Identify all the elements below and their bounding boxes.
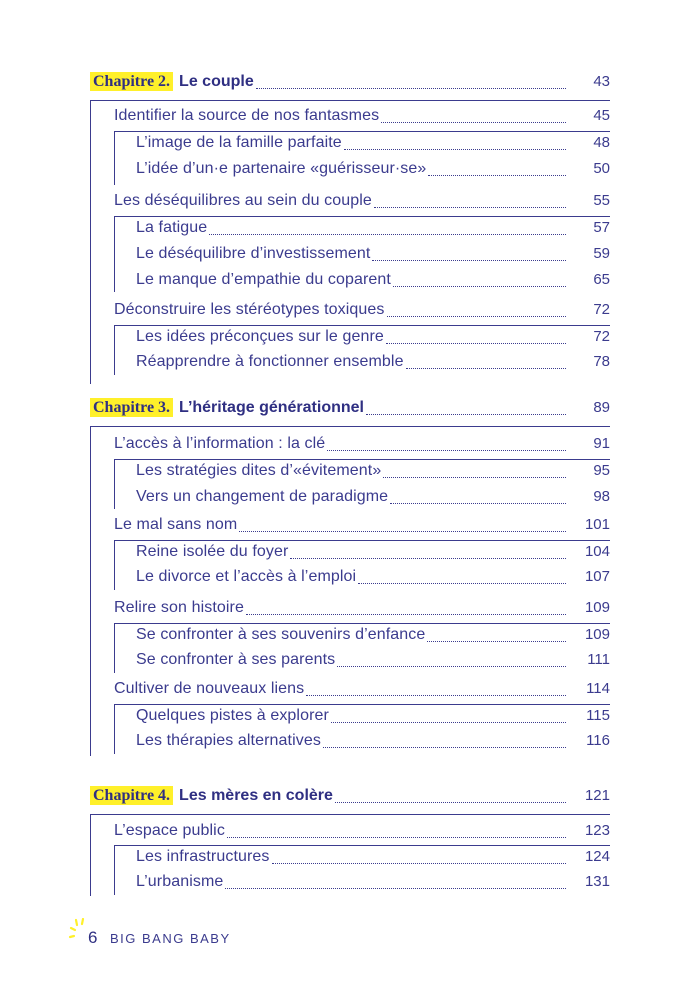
subsection-indent-line <box>114 704 115 754</box>
chapter-label: Chapitre 3. <box>90 398 173 417</box>
leader-dots <box>227 837 566 838</box>
page-number: 115 <box>586 707 610 724</box>
page-number: 78 <box>593 353 610 370</box>
subsection-title: Les idées préconçues sur le genre <box>136 328 384 345</box>
page-number: 65 <box>593 271 610 288</box>
page-footer <box>68 918 368 958</box>
page-number: 45 <box>593 107 610 124</box>
leader-dots <box>246 614 566 615</box>
leader-dots <box>383 477 566 478</box>
subsection-title: Le divorce et l’accès à l’emploi <box>136 568 357 585</box>
subsection-indent-line <box>114 131 115 185</box>
toc-subsection[interactable] <box>136 350 610 374</box>
page-number: 59 <box>593 245 610 262</box>
toc-subsection[interactable] <box>136 325 610 349</box>
subsection-indent-line <box>114 540 115 590</box>
divider <box>90 426 610 427</box>
page-number: 109 <box>584 626 610 643</box>
toc-section[interactable] <box>114 513 610 537</box>
toc-subsection[interactable] <box>136 870 610 894</box>
page-number: 101 <box>584 516 610 533</box>
subsection-title: Quelques pistes à explorer <box>136 707 329 724</box>
page-number: 43 <box>593 73 610 90</box>
leader-dots <box>239 531 566 532</box>
subsection-indent-line <box>114 459 115 509</box>
subsection-indent-line <box>114 623 115 673</box>
toc-section[interactable] <box>114 677 610 701</box>
leader-dots <box>331 722 566 723</box>
toc-section[interactable] <box>114 596 610 620</box>
section-title: Déconstruire les stéréotypes toxiques <box>114 301 385 318</box>
leader-dots <box>327 450 566 451</box>
toc-section[interactable] <box>114 298 610 322</box>
leader-dots <box>390 503 566 504</box>
toc-subsection[interactable] <box>136 623 610 647</box>
subsection-title: L’image de la famille parfaite <box>136 134 342 151</box>
page-number: 98 <box>593 488 610 505</box>
toc-chapter[interactable] <box>90 784 610 808</box>
toc-chapter[interactable] <box>90 396 610 420</box>
page-number: 124 <box>584 848 610 865</box>
page-number: 131 <box>584 873 610 890</box>
page-number: 72 <box>593 328 610 345</box>
subsection-title: Les infrastructures <box>136 848 270 865</box>
toc-subsection[interactable] <box>136 268 610 292</box>
leader-dots <box>335 802 566 803</box>
section-title: L’espace public <box>114 822 225 839</box>
page-number: 50 <box>593 160 610 177</box>
leader-dots <box>387 316 567 317</box>
leader-dots <box>374 207 566 208</box>
section-title: Relire son histoire <box>114 599 244 616</box>
page-number: 123 <box>584 822 610 839</box>
leader-dots <box>337 666 566 667</box>
section-title: Les déséquilibres au sein du couple <box>114 192 372 209</box>
leader-dots <box>381 122 566 123</box>
leader-dots <box>272 863 566 864</box>
subsection-title: Reine isolée du foyer <box>136 543 289 560</box>
page-number: 55 <box>593 192 610 209</box>
toc-subsection[interactable] <box>136 157 610 181</box>
toc-subsection[interactable] <box>136 729 610 753</box>
toc-subsection[interactable] <box>136 485 610 509</box>
subsection-title: Se confronter à ses parents <box>136 651 336 668</box>
page-number: 48 <box>593 134 610 151</box>
leader-dots <box>366 414 566 415</box>
page-number: 89 <box>593 399 610 416</box>
leader-dots <box>428 175 566 176</box>
toc-section[interactable] <box>114 104 610 128</box>
chapter-label: Chapitre 2. <box>90 72 173 91</box>
page-number: 57 <box>593 219 610 236</box>
toc-chapter[interactable] <box>90 70 610 94</box>
chapter-label: Chapitre 4. <box>90 786 173 805</box>
toc-subsection[interactable] <box>136 704 610 728</box>
leader-dots <box>225 888 566 889</box>
subsection-title: L’urbanisme <box>136 873 224 890</box>
page-number: 95 <box>593 462 610 479</box>
subsection-title: Les thérapies alternatives <box>136 732 321 749</box>
toc-subsection[interactable] <box>136 131 610 155</box>
leader-dots <box>209 234 566 235</box>
subsection-indent-line <box>114 325 115 375</box>
leader-dots <box>344 149 566 150</box>
subsection-title: La fatigue <box>136 219 208 236</box>
page-number: 109 <box>584 599 610 616</box>
leader-dots <box>358 583 566 584</box>
leader-dots <box>290 558 566 559</box>
leader-dots <box>386 343 566 344</box>
leader-dots <box>256 88 566 89</box>
subsection-title: Les stratégies dites d’«évitement» <box>136 462 382 479</box>
leader-dots <box>372 260 566 261</box>
divider <box>90 814 610 815</box>
leader-dots <box>406 368 566 369</box>
leader-dots <box>323 747 566 748</box>
subsection-title: Réapprendre à fonctionner ensemble <box>136 353 404 370</box>
page-number: 111 <box>587 651 610 668</box>
toc-section[interactable] <box>114 432 610 456</box>
subsection-title: Le déséquilibre d’investissement <box>136 245 371 262</box>
page-number: 107 <box>584 568 610 585</box>
page-number: 114 <box>586 680 610 697</box>
subsection-title: Le manque d’empathie du coparent <box>136 271 391 288</box>
leader-dots <box>393 286 566 287</box>
page-number-footer: 6 <box>88 928 98 947</box>
book-title: BIG BANG BABY <box>110 931 231 946</box>
page-number: 91 <box>593 435 610 452</box>
page-number: 104 <box>584 543 610 560</box>
page-number: 72 <box>593 301 610 318</box>
toc-section[interactable] <box>114 819 610 843</box>
subsection-indent-line <box>114 216 115 292</box>
section-indent-line <box>90 426 91 756</box>
section-indent-line <box>90 100 91 384</box>
section-title: Le mal sans nom <box>114 516 238 533</box>
toc-subsection[interactable] <box>136 648 610 672</box>
leader-dots <box>427 641 566 642</box>
chapter-title: L’héritage générationnel <box>179 399 364 416</box>
toc-subsection[interactable] <box>136 216 610 240</box>
toc-subsection[interactable] <box>136 459 610 483</box>
toc-subsection[interactable] <box>136 565 610 589</box>
toc-section[interactable] <box>114 189 610 213</box>
divider <box>90 100 610 101</box>
toc-subsection[interactable] <box>136 540 610 564</box>
toc-subsection[interactable] <box>136 845 610 869</box>
leader-dots <box>306 695 566 696</box>
page-number: 121 <box>584 787 610 804</box>
section-title: L’accès à l’information : la clé <box>114 435 326 452</box>
chapter-title: Les mères en colère <box>179 787 333 804</box>
subsection-title: L’idée d’un·e partenaire «guérisseur·se» <box>136 160 427 177</box>
toc-subsection[interactable] <box>136 242 610 266</box>
section-title: Identifier la source de nos fantasmes <box>114 107 380 124</box>
subsection-title: Vers un changement de paradigme <box>136 488 389 505</box>
subsection-title: Se confronter à ses souvenirs d’enfance <box>136 626 426 643</box>
chapter-title: Le couple <box>179 73 254 90</box>
page-number: 116 <box>586 732 610 749</box>
section-indent-line <box>90 814 91 896</box>
subsection-indent-line <box>114 845 115 895</box>
section-title: Cultiver de nouveaux liens <box>114 680 305 697</box>
